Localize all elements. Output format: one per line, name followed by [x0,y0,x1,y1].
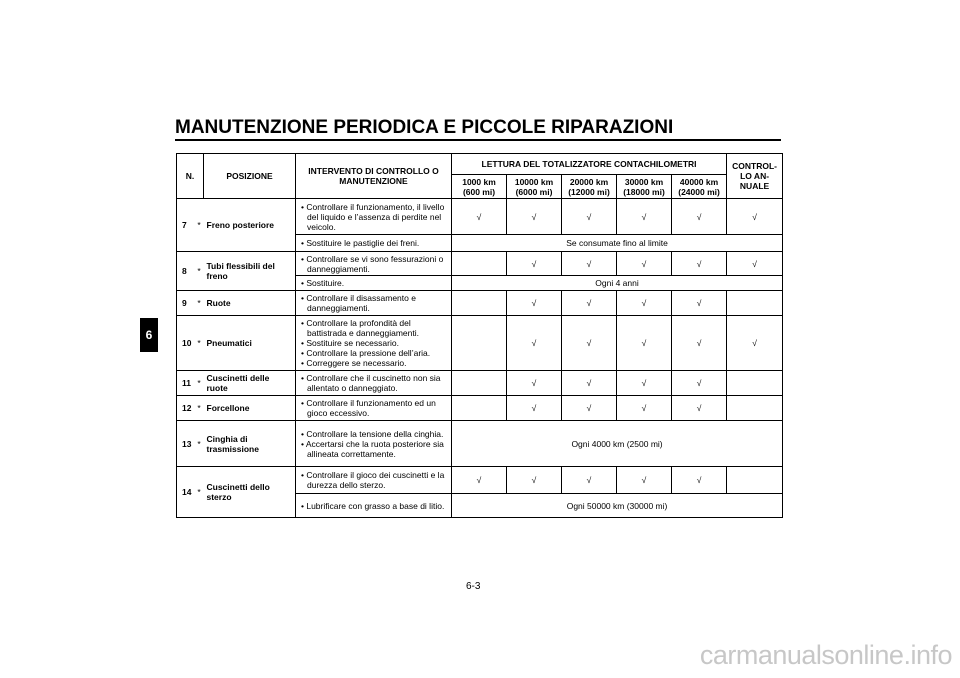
row-action [296,421,452,467]
row-number: 11 [177,371,195,396]
interval-text: Ogni 4 anni [452,276,783,291]
empty-cell [452,252,507,276]
col-header-km-3: 20000 km (12000 mi) [562,175,617,199]
check-mark: √ [617,199,672,235]
row-position: Cuscinetti dello sterzo [204,467,296,518]
row-position: Forcellone [204,396,296,421]
empty-cell [727,467,783,494]
check-mark: √ [562,291,617,316]
header-row [177,154,783,175]
row-action [296,199,452,235]
col-header-lettura: LETTURA DEL TOTALIZZATORE CONTACHILOMETRI [452,154,727,175]
check-mark: √ [507,316,562,371]
row-number: 10 [177,316,195,371]
check-mark: √ [617,396,672,421]
title-rule-thick [175,139,781,141]
table-row [177,199,783,235]
action-text: • Controllare il disassamento e danneggiamenti. [301,293,416,313]
row-star: * [195,199,204,252]
empty-cell [452,316,507,371]
action-text: • Lubrificare con grasso a base di litio. [301,500,445,511]
action-text: • Accertarsi che la ruota posteriore sia allineata correttamente. [301,438,444,459]
check-mark: √ [672,291,727,316]
check-mark: √ [672,467,727,494]
table-row [177,316,783,371]
check-mark: √ [507,199,562,235]
table-row [177,467,783,494]
check-mark: √ [507,396,562,421]
check-mark: √ [562,371,617,396]
row-number: 8 [177,252,195,291]
check-mark: √ [617,291,672,316]
row-number: 7 [177,199,195,252]
action-text: • Controllare la pressione dell’aria. [301,348,431,358]
col-header-km-2: 10000 km (6000 mi) [507,175,562,199]
page-number: 6-3 [466,581,481,592]
row-position: Cuscinetti delle ruote [204,371,296,396]
action-text: • Controllare il funzionamento, il livello del liquido e l’assenza di perdite nel veicolo. [301,201,445,232]
check-mark: √ [452,467,507,494]
check-mark: √ [617,316,672,371]
check-mark: √ [727,252,783,276]
table-row [177,371,783,396]
check-mark: √ [507,467,562,494]
action-text: • Controllare che il cuscinetto non sia allentato o danneggiato. [301,373,441,393]
row-action [296,371,452,396]
row-action [296,291,452,316]
row-star: * [195,291,204,316]
row-action [296,494,452,518]
check-mark: √ [562,396,617,421]
row-action [296,276,452,291]
empty-cell [452,291,507,316]
check-mark: √ [452,199,507,235]
check-mark: √ [672,252,727,276]
check-mark: √ [507,291,562,316]
check-mark: √ [507,252,562,276]
empty-cell [727,396,783,421]
col-header-km-1: 1000 km (600 mi) [452,175,507,199]
empty-cell [727,291,783,316]
action-text: • Sostituire se necessario. [301,338,399,348]
action-text: • Correggere se necessario. [301,358,407,368]
check-mark: √ [562,316,617,371]
check-mark: √ [562,467,617,494]
check-mark: √ [672,396,727,421]
action-text: • Controllare il funzionamento ed un gioco eccessivo. [301,398,436,418]
col-header-annuale: CONTROL-LO AN-NUALE [727,154,783,199]
check-mark: √ [617,252,672,276]
col-header-intervento: INTERVENTO DI CONTROLLO O MANUTENZIONE [296,154,452,199]
check-mark: √ [562,252,617,276]
action-text: • Controllare se vi sono fessurazioni o danneggiamenti. [301,253,444,274]
row-star: * [195,421,204,467]
row-star: * [195,467,204,518]
row-action [296,235,452,252]
row-action [296,467,452,494]
row-number: 9 [177,291,195,316]
empty-cell [452,396,507,421]
watermark: carmanualsonline.info [699,640,952,670]
action-text: • Sostituire le pastiglie dei freni. [301,238,420,248]
check-mark: √ [727,199,783,235]
row-star: * [195,396,204,421]
row-action [296,396,452,421]
col-header-km-5: 40000 km (24000 mi) [672,175,727,199]
maintenance-table [176,153,783,518]
table-row [177,396,783,421]
action-text: • Controllare il gioco dei cuscinetti e la durezza dello sterzo. [301,470,445,490]
chapter-tab: 6 [140,318,158,352]
check-mark: √ [672,371,727,396]
row-position: Pneumatici [204,316,296,371]
col-header-n: N. [177,154,204,199]
row-position: Cinghia di trasmissione [204,421,296,467]
check-mark: √ [672,199,727,235]
row-position: Tubi flessibili del freno [204,252,296,291]
interval-text: Se consumate fino al limite [452,235,783,252]
check-mark: √ [507,371,562,396]
action-text: • Controllare la profondità del battistrada e danneggiamenti. [301,318,419,338]
row-action [296,316,452,371]
row-number: 12 [177,396,195,421]
row-position: Freno posteriore [204,199,296,252]
table-row [177,252,783,276]
action-text: • Controllare la tensione della cinghia. [301,428,444,439]
interval-text: Ogni 50000 km (30000 mi) [452,494,783,518]
col-header-km-4: 30000 km (18000 mi) [617,175,672,199]
row-position: Ruote [204,291,296,316]
table-row [177,421,783,467]
row-number: 13 [177,421,195,467]
row-star: * [195,316,204,371]
row-action [296,252,452,276]
action-text: • Sostituire. [301,278,345,288]
interval-text: Ogni 4000 km (2500 mi) [452,421,783,467]
col-header-posizione: POSIZIONE [204,154,296,199]
check-mark: √ [617,371,672,396]
page-title: MANUTENZIONE PERIODICA E PICCOLE RIPARAZIONI [175,117,674,138]
table-row [177,291,783,316]
check-mark: √ [727,316,783,371]
check-mark: √ [562,199,617,235]
empty-cell [727,371,783,396]
row-star: * [195,371,204,396]
empty-cell [452,371,507,396]
row-number: 14 [177,467,195,518]
row-star: * [195,252,204,291]
check-mark: √ [672,316,727,371]
check-mark: √ [617,467,672,494]
